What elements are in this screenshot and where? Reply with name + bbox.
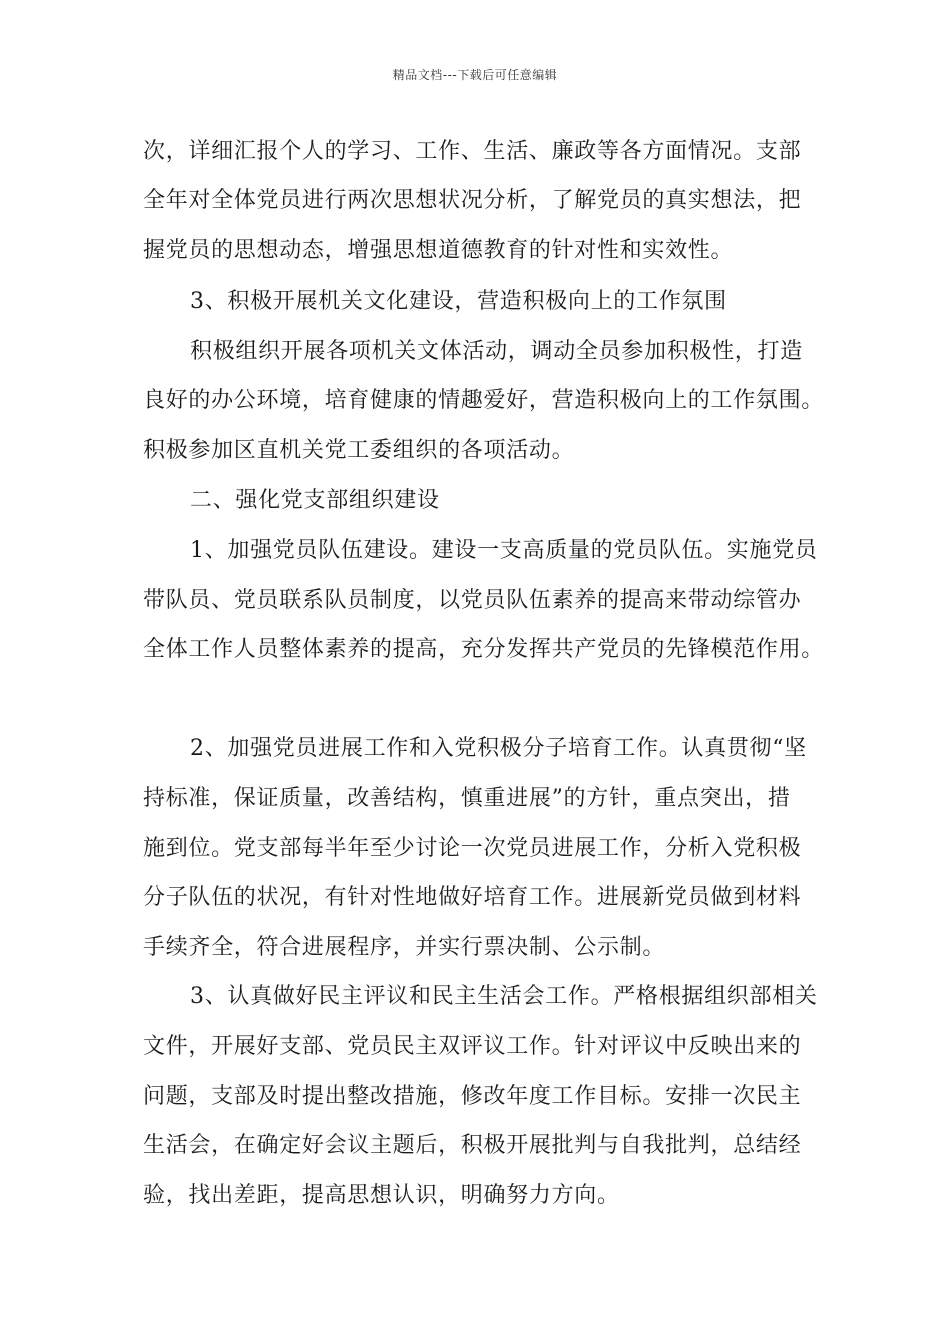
body-line: 1、加强党员队伍建设。建设一支高质量的党员队伍。实施党员 [190, 538, 818, 563]
body-line: 次，详细汇报个人的学习、工作、生活、廉政等各方面情况。支部 [143, 139, 802, 164]
body-line: 全年对全体党员进行两次思想状况分析，了解党员的真实想法，把 [143, 188, 802, 213]
body-line: 文件，开展好支部、党员民主双评议工作。针对评议中反映出来的 [143, 1034, 802, 1059]
body-line: 积极组织开展各项机关文体活动，调动全员参加积极性，打造 [190, 339, 803, 364]
body-line: 施到位。党支部每半年至少讨论一次党员进展工作，分析入党积极 [143, 836, 802, 861]
body-line: 3、认真做好民主评议和民主生活会工作。严格根据组织部相关 [190, 984, 818, 1009]
body-line: 握党员的思想动态，增强思想道德教育的针对性和实效性。 [143, 238, 734, 263]
section-heading: 3、积极开展机关文化建设，营造积极向上的工作氛围 [190, 289, 727, 314]
section-heading: 二、强化党支部组织建设 [190, 488, 440, 513]
body-line: 手续齐全，符合进展程序，并实行票决制、公示制。 [143, 935, 666, 960]
body-line: 验，找出差距，提高思想认识，明确努力方向。 [143, 1183, 620, 1208]
body-line: 问题，支部及时提出整改措施，修改年度工作目标。安排一次民主 [143, 1084, 802, 1109]
page-header: 精品文档---下载后可任意编辑 [392, 68, 558, 82]
body-line: 全体工作人员整体素养的提高，充分发挥共产党员的先锋模范作用。 [143, 637, 825, 662]
body-line: 带队员、党员联系队员制度，以党员队伍素养的提高来带动综管办 [143, 588, 802, 613]
body-line: 2、加强党员进展工作和入党积极分子培育工作。认真贯彻“坚 [190, 736, 807, 761]
body-line: 持标准，保证质量，改善结构，慎重进展”的方针，重点突出，措 [143, 786, 791, 811]
body-line: 积极参加区直机关党工委组织的各项活动。 [143, 438, 575, 463]
body-line: 分子队伍的状况，有针对性地做好培育工作。进展新党员做到材料 [143, 885, 802, 910]
body-line: 良好的办公环境，培育健康的情趣爱好，营造积极向上的工作氛围。 [143, 388, 825, 413]
body-line: 生活会，在确定好会议主题后，积极开展批判与自我批判，总结经 [143, 1133, 802, 1158]
